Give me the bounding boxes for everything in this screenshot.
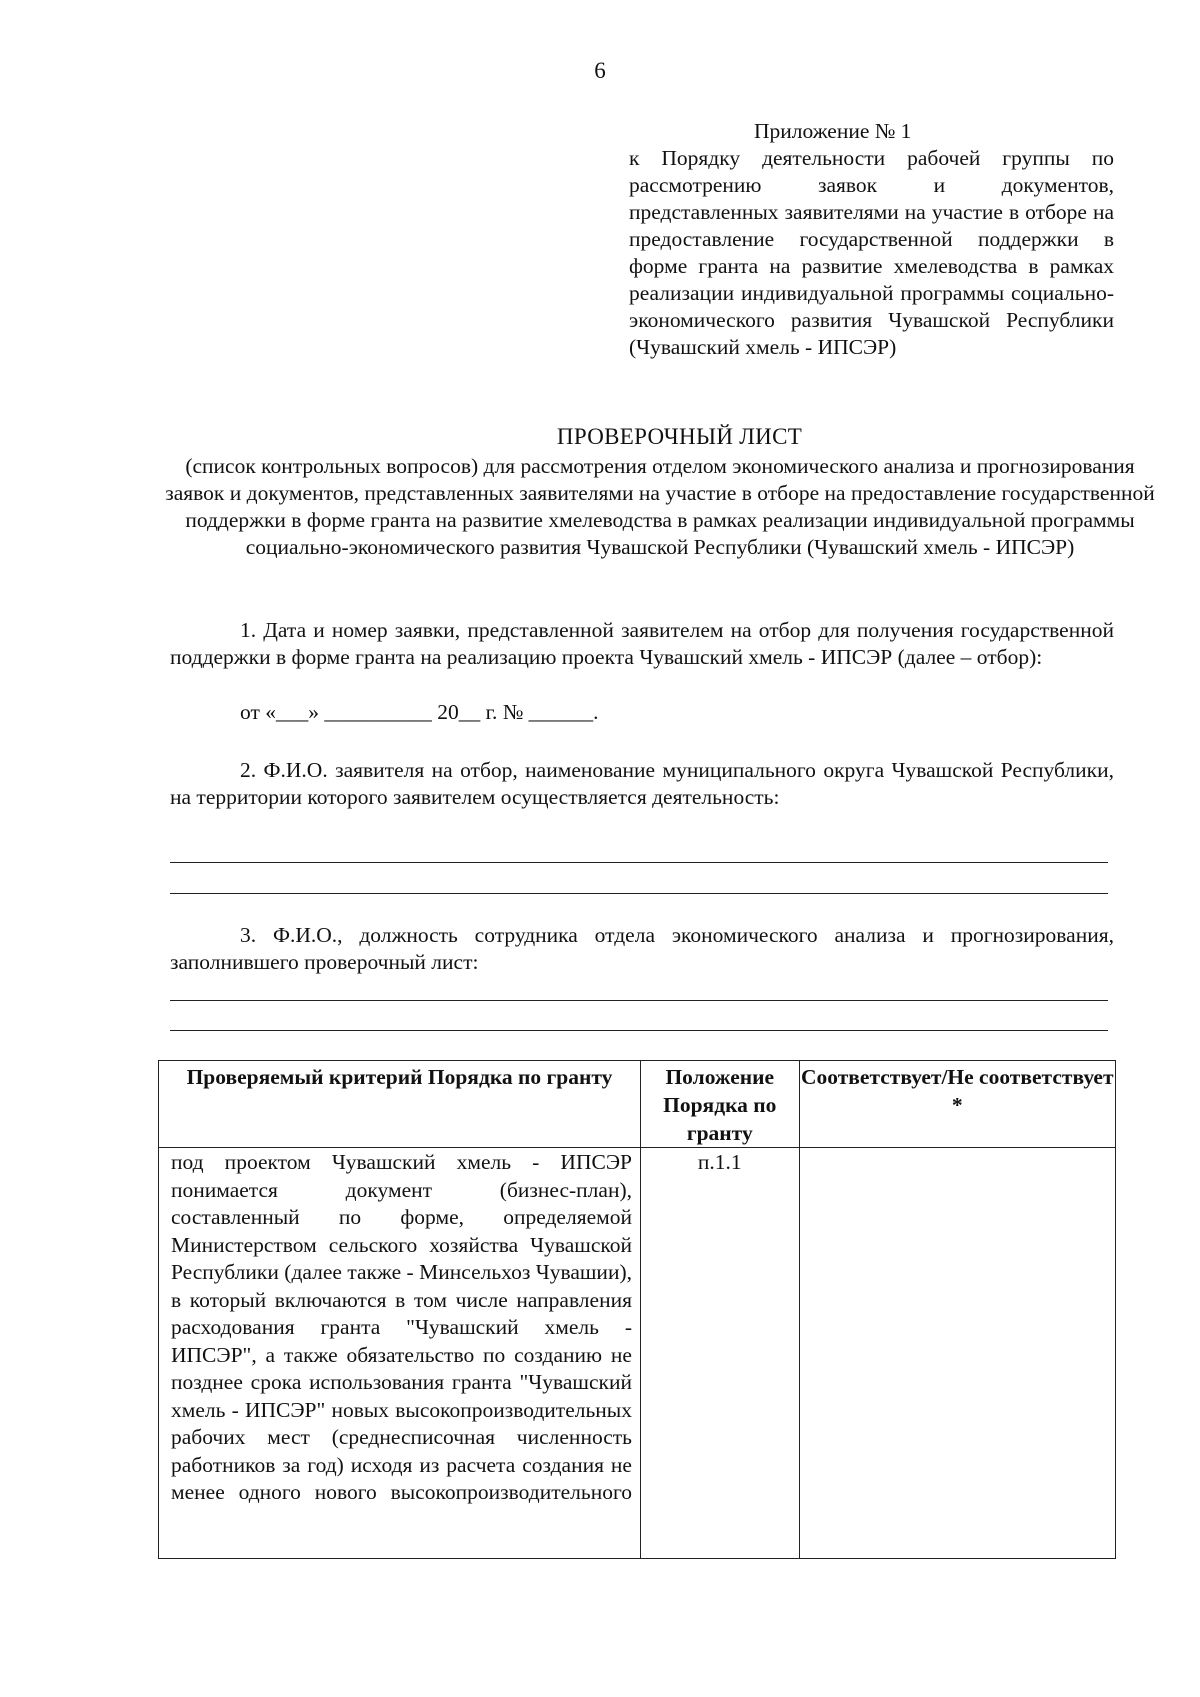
item-3-paragraph	[170, 922, 1114, 976]
fill-line-1	[170, 862, 1108, 863]
compliance-cell	[799, 1148, 1115, 1559]
item-1-text: 1. Дата и номер заявки, представленной заявителем на отбор для получения государственной поддержки в форме гранта на реализацию проекта Чувашский хмель - ИПСЭР (далее – отбор):	[170, 618, 1114, 669]
item-2-paragraph	[170, 757, 1114, 811]
item-1-paragraph	[170, 617, 1114, 671]
fill-line-4	[170, 1030, 1108, 1031]
fill-line-3	[170, 1000, 1108, 1001]
criterion-cell	[159, 1148, 641, 1559]
header-compliance: Соответствует/Не соответствует *	[799, 1061, 1115, 1148]
document-title: ПРОВЕРОЧНЫЙ ЛИСТ	[556, 424, 803, 449]
appendix-title: Приложение № 1	[754, 119, 912, 143]
page-number: 6	[594, 58, 606, 83]
header-criterion: Проверяемый критерий Порядка по гранту	[159, 1061, 641, 1148]
table-row	[159, 1148, 1116, 1559]
clause-text: п.1.1	[697, 1150, 742, 1174]
document-subtitle: (список контрольных вопросов) для рассмотрения отделом экономического анализа и прогнозирования заявок и документов, представленных заявителями на участие в отборе на предоставление государственной поддержки в форме гранта на развитие хмелеводства в рамках реализации индивидуальной программы социально-экономического развития Чувашской Республики (Чувашский хмель - ИПСЭР)	[165, 454, 1155, 559]
criterion-text: под проектом Чувашский хмель - ИПСЭР понимается документ (бизнес-план), составленный по форме, определяемой Министерством сельского хозяйства Чувашской Республики (далее также - Минсельхоз Чувашии), в который включаются в том числе направления расходования гранта "Чувашский хмель - ИПСЭР", а также обязательство по созданию не позднее срока использования гранта "Чувашский хмель - ИПСЭР" новых высокопроизводительных рабочих мест (среднесписочная численность работников за год) исходя из расчета создания не менее одного нового высокопроизводительного	[171, 1150, 632, 1504]
header-clause: Положение Порядка по гранту	[640, 1061, 799, 1148]
appendix-body: к Порядку деятельности рабочей группы по рассмотрению заявок и документов, представленных заявителями на участие в отборе на предоставление государственной поддержки в форме гранта на развитие хмелеводства в рамках реализации индивидуальной программы социально-экономического развития Чувашской Республики (Чувашский хмель - ИПСЭР)	[629, 146, 1114, 359]
item-2-text: 2. Ф.И.О. заявителя на отбор, наименование муниципального округа Чувашской Республики, на территории которого заявителем осуществляется деятельность:	[170, 758, 1114, 809]
table-header-row	[159, 1061, 1116, 1148]
clause-cell	[640, 1148, 799, 1559]
item-3-text: 3. Ф.И.О., должность сотрудника отдела экономического анализа и прогнозирования, заполнившего проверочный лист:	[170, 923, 1114, 974]
fill-line-2	[170, 893, 1108, 894]
date-number-line: от «___» __________ 20__ г. № ______.	[240, 700, 599, 724]
appendix-block	[629, 118, 1114, 361]
criteria-table	[158, 1060, 1116, 1559]
